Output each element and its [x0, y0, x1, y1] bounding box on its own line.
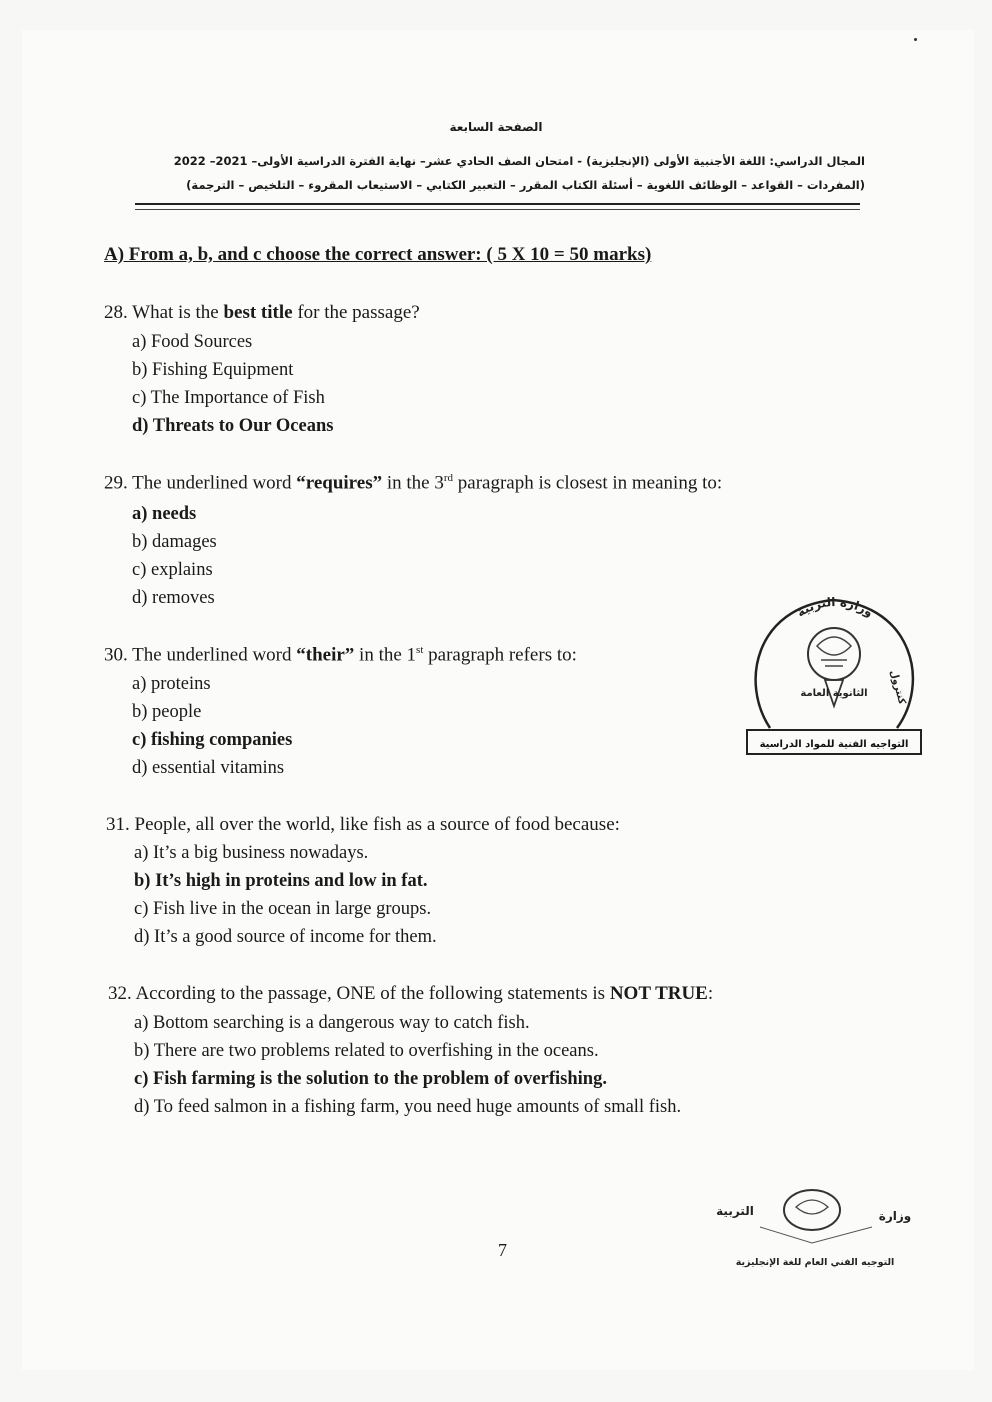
page-label-arabic: الصفحة السابعة	[449, 120, 543, 134]
page-number: 7	[498, 1240, 507, 1260]
question-text: in the 3	[382, 472, 444, 494]
question-text: According to the passage, ONE of the following statements is	[131, 983, 610, 1004]
q30-option-c-answer: c) fishing companies	[132, 730, 293, 750]
q30-option-a: a) proteins	[132, 674, 211, 694]
question-text: paragraph is closest in meaning to:	[453, 472, 723, 494]
q29-option-b: b) damages	[132, 532, 217, 552]
emblem-wave-icon	[821, 660, 847, 666]
question-30	[104, 644, 577, 666]
q30-option-d: d) essential vitamins	[132, 758, 285, 778]
q31-option-c: c) Fish live in the ocean in large groups.	[134, 899, 432, 919]
question-text: paragraph refers to:	[423, 644, 577, 666]
q28-option-a: a) Food Sources	[132, 332, 253, 352]
q31-option-a: a) It’s a big business nowadays.	[134, 843, 369, 863]
question-emphasis: “requires”	[296, 472, 383, 494]
q32-option-d: d) To feed salmon in a fishing farm, you need huge amounts of small fish.	[134, 1097, 682, 1117]
exam-header-line-1: المجال الدراسي: اللغة الأجنبية الأولى (الإنجليزية) - امتحان الصف الحادي عشر– نهاية الفترة الدراسية الأولى– 2021– 2022	[173, 154, 865, 168]
question-emphasis: best title	[223, 302, 293, 323]
stamp-outline	[756, 600, 913, 728]
ordinal-suffix: st	[416, 644, 424, 656]
q29-option-a-answer: a) needs	[132, 504, 197, 524]
question-29	[104, 472, 722, 494]
stamp-inner-text: الثانوية العامة	[800, 688, 868, 699]
exam-header-line-2: (المفردات – القواعد – الوظائف اللغوية – أسئلة الكتاب المقرر – التعبير الكتابي – الاستيعاب المقروء – التلخيص – الترجمة)	[186, 178, 865, 192]
question-32	[108, 983, 713, 1005]
stamp-top-text: وزارة التربية	[794, 594, 876, 620]
question-emphasis: NOT TRUE	[609, 983, 708, 1004]
q28-option-b: b) Fishing Equipment	[132, 360, 294, 380]
footer-department-text: التوجيه الفني العام للغة الإنجليزية	[735, 1257, 895, 1268]
stamp-side-text: كنترول	[887, 668, 908, 706]
q31-option-b-answer: b) It’s high in proteins and low in fat.	[134, 871, 428, 891]
q32-option-a: a) Bottom searching is a dangerous way to catch fish.	[134, 1013, 530, 1033]
header-divider	[135, 203, 860, 210]
footer-ministry-left-text: وزارة	[878, 1209, 912, 1223]
scan-speck	[914, 38, 917, 41]
section-a-title: A) From a, b, and c choose the correct answer: ( 5 X 10 = 50 marks)	[104, 244, 652, 265]
question-text: What is the	[127, 302, 224, 323]
question-number: 32.	[108, 983, 132, 1004]
question-number: 31.	[106, 814, 130, 835]
emblem-ship-icon	[817, 637, 851, 655]
question-text: for the passage?	[292, 302, 420, 323]
q28-option-d-answer: d) Threats to Our Oceans	[132, 416, 334, 436]
ordinal-suffix: rd	[443, 472, 454, 484]
kuwait-emblem-icon	[784, 1190, 840, 1230]
footer-ministry-seal	[700, 1185, 930, 1275]
question-text: People, all over the world, like fish as a source of food because:	[129, 814, 620, 835]
q28-option-c: c) The Importance of Fish	[132, 388, 325, 408]
q30-option-b: b) people	[132, 702, 202, 722]
question-text: in the 1	[354, 644, 417, 666]
question-emphasis: “their”	[296, 644, 355, 666]
footer-ministry-right-text: التربية	[716, 1204, 754, 1218]
question-31	[106, 814, 620, 836]
stamp-emblem	[808, 628, 860, 680]
q32-option-c-answer: c) Fish farming is the solution to the problem of overfishing.	[134, 1069, 607, 1089]
ministry-stamp	[745, 588, 923, 768]
emblem-falcon-icon	[796, 1200, 828, 1214]
q31-option-d: d) It’s a good source of income for them.	[134, 927, 437, 947]
question-text: The underlined word	[127, 472, 297, 494]
question-number: 30.	[104, 644, 128, 666]
question-text: :	[707, 983, 714, 1004]
question-number: 28.	[104, 302, 128, 323]
question-text: The underlined word	[127, 644, 297, 666]
q32-option-b: b) There are two problems related to overfishing in the oceans.	[134, 1041, 599, 1061]
question-28	[104, 302, 420, 324]
q29-option-d: d) removes	[132, 588, 215, 608]
question-number: 29.	[104, 472, 128, 494]
q29-option-c: c) explains	[132, 560, 213, 580]
stamp-banner-text: التواجيه الفنية للمواد الدراسية	[759, 739, 909, 750]
